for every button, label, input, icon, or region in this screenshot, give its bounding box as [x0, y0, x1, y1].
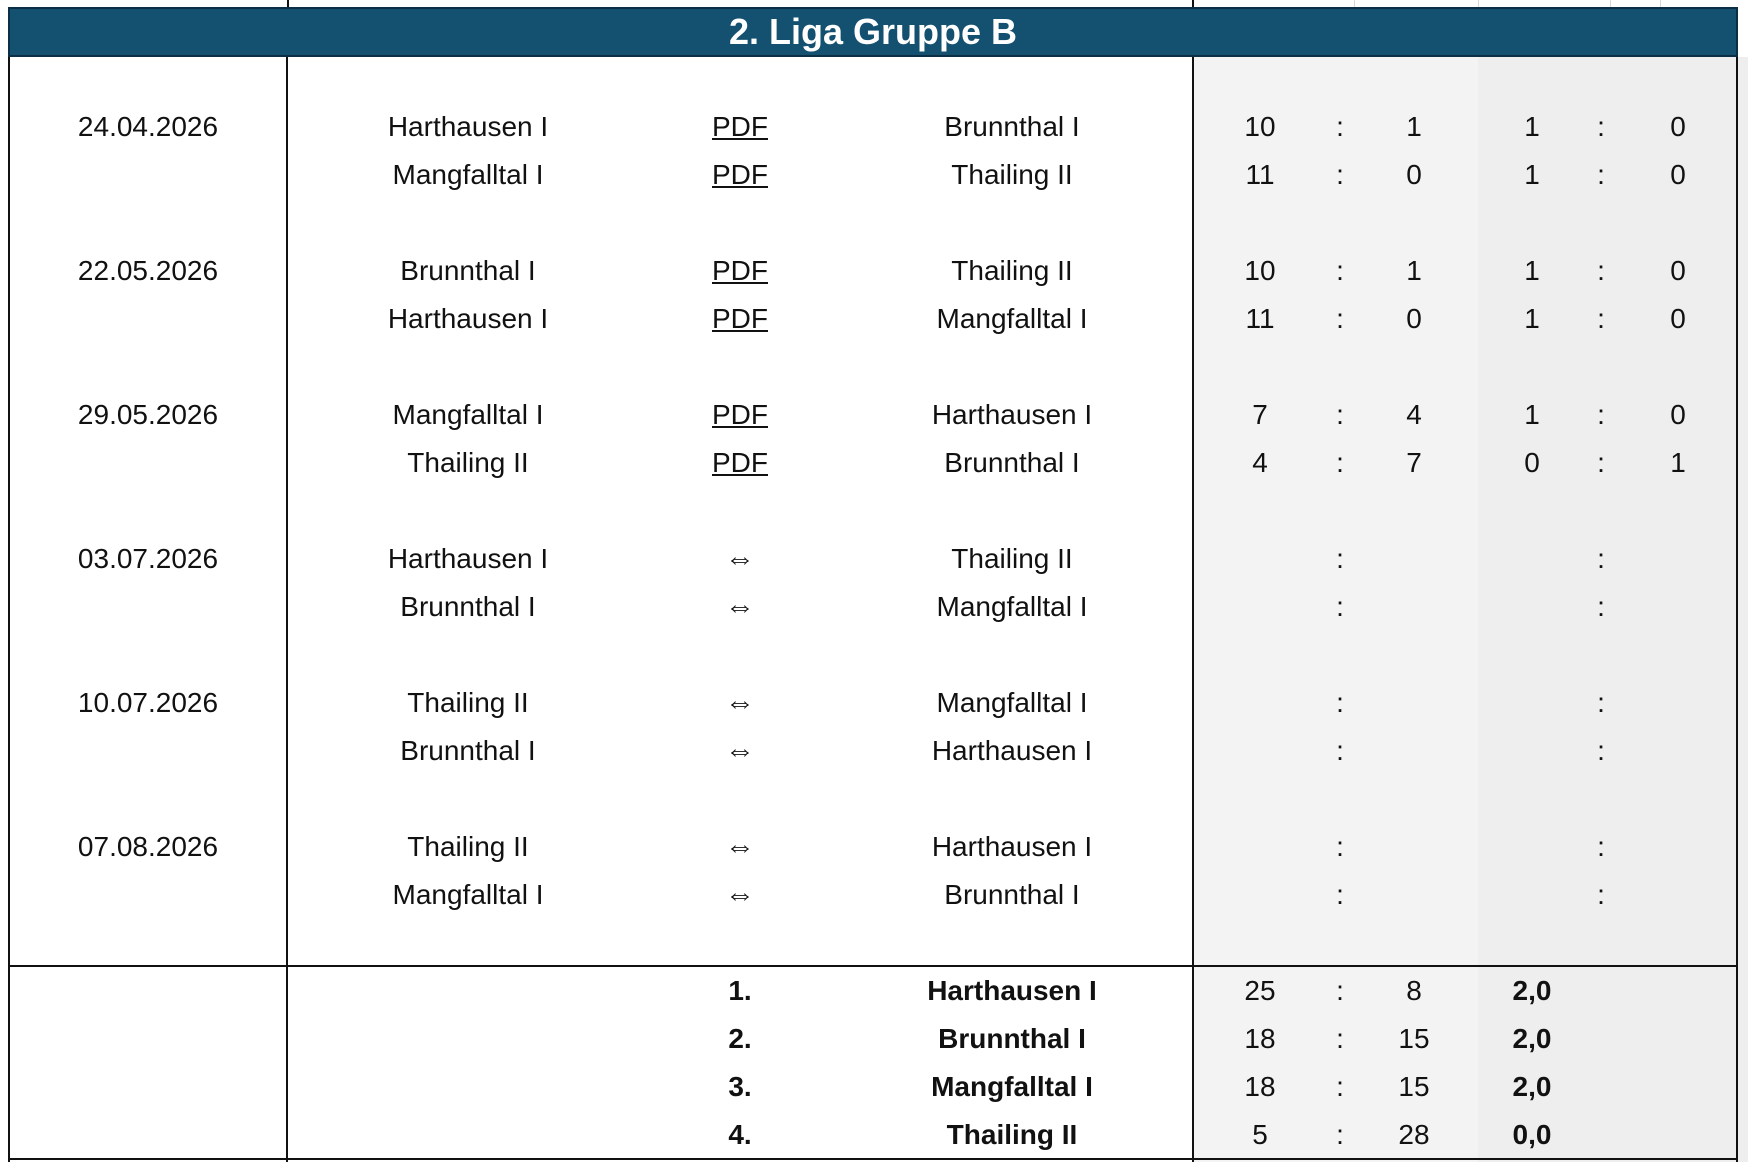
standing-goals-for: 18	[1244, 1023, 1276, 1054]
standing-separator: :	[1336, 1071, 1344, 1102]
away-points: 0	[1670, 399, 1686, 430]
pending-match-icon: ⇔	[725, 686, 755, 719]
away-score: 1	[1406, 111, 1422, 142]
home-score: 11	[1245, 303, 1275, 334]
home-team: Brunnthal I	[400, 735, 536, 766]
home-points: 1	[1524, 399, 1540, 430]
home-score: 10	[1244, 255, 1276, 286]
away-points: 0	[1670, 159, 1686, 190]
away-team: Thailing II	[951, 543, 1073, 574]
standing-points: 2,0	[1512, 1023, 1552, 1054]
points-separator: :	[1597, 303, 1605, 334]
score-separator: :	[1336, 735, 1344, 766]
home-points: 1	[1524, 303, 1540, 334]
away-team: Brunnthal I	[944, 447, 1080, 478]
top-divider	[1192, 0, 1194, 7]
standing-team: Brunnthal I	[938, 1023, 1086, 1054]
away-team: Mangfalltal I	[936, 303, 1088, 334]
home-points: 1	[1524, 111, 1540, 142]
home-team: Mangfalltal I	[392, 879, 544, 910]
standing-points: 0,0	[1512, 1119, 1552, 1150]
away-team: Harthausen I	[931, 831, 1093, 862]
home-points: 1	[1524, 255, 1540, 286]
standing-rank: 2.	[728, 1023, 752, 1054]
away-points: 1	[1670, 447, 1686, 478]
score-separator: :	[1336, 687, 1344, 718]
grid-bottom-border	[8, 1158, 1738, 1160]
grid-left-border	[8, 57, 10, 1162]
away-points: 0	[1670, 303, 1686, 334]
away-points: 0	[1670, 255, 1686, 286]
home-score: 7	[1252, 399, 1268, 430]
standing-goals-against: 15	[1398, 1071, 1430, 1102]
top-divider	[1478, 0, 1479, 7]
home-points: 0	[1524, 447, 1540, 478]
standing-goals-against: 28	[1398, 1119, 1430, 1150]
home-team: Harthausen I	[387, 543, 549, 574]
points-separator: :	[1597, 111, 1605, 142]
pdf-link[interactable]: PDF	[712, 255, 768, 286]
home-team: Mangfalltal I	[392, 399, 544, 430]
standing-separator: :	[1336, 1023, 1344, 1054]
grid-right-border	[1736, 57, 1738, 1162]
points-separator: :	[1597, 687, 1605, 718]
pending-match-icon: ⇔	[725, 734, 755, 767]
round-date: 03.07.2026	[77, 543, 219, 574]
points-separator: :	[1597, 399, 1605, 430]
home-team: Mangfalltal I	[392, 159, 544, 190]
score-separator: :	[1336, 255, 1344, 286]
points-separator: :	[1597, 591, 1605, 622]
standing-rank: 3.	[728, 1071, 752, 1102]
grid-divider-date	[286, 57, 288, 1162]
round-date: 07.08.2026	[77, 831, 219, 862]
home-team: Harthausen I	[387, 111, 549, 142]
home-team: Brunnthal I	[400, 255, 536, 286]
round-date: 24.04.2026	[77, 111, 219, 142]
score-separator: :	[1336, 543, 1344, 574]
away-team: Thailing II	[951, 255, 1073, 286]
away-team: Mangfalltal I	[936, 687, 1088, 718]
league-title: 2. Liga Gruppe B	[728, 11, 1018, 52]
home-team: Harthausen I	[387, 303, 549, 334]
standing-rank: 1.	[728, 975, 752, 1006]
pending-match-icon: ⇔	[725, 878, 755, 911]
away-team: Brunnthal I	[944, 111, 1080, 142]
home-team: Brunnthal I	[400, 591, 536, 622]
top-divider	[287, 0, 289, 7]
away-team: Brunnthal I	[944, 879, 1080, 910]
standing-points: 2,0	[1512, 1071, 1552, 1102]
standing-separator: :	[1336, 1119, 1344, 1150]
standing-points: 2,0	[1512, 975, 1552, 1006]
points-separator: :	[1597, 543, 1605, 574]
points-separator: :	[1597, 255, 1605, 286]
standing-team: Thailing II	[946, 1119, 1078, 1150]
home-team: Thailing II	[407, 831, 529, 862]
away-score: 1	[1406, 255, 1422, 286]
away-team: Harthausen I	[931, 735, 1093, 766]
standings-divider	[8, 965, 1738, 967]
pdf-link[interactable]: PDF	[712, 111, 768, 142]
away-team: Mangfalltal I	[936, 591, 1088, 622]
standing-goals-for: 25	[1244, 975, 1276, 1006]
standing-goals-for: 18	[1244, 1071, 1276, 1102]
standing-team: Harthausen I	[927, 975, 1097, 1006]
top-divider	[1660, 0, 1661, 7]
home-points: 1	[1524, 159, 1540, 190]
league-header	[8, 7, 1738, 57]
standing-goals-against: 8	[1406, 975, 1422, 1006]
points-separator: :	[1597, 831, 1605, 862]
away-team: Harthausen I	[931, 399, 1093, 430]
grid-divider-scores	[1192, 57, 1194, 1162]
pending-match-icon: ⇔	[725, 542, 755, 575]
home-team: Thailing II	[407, 447, 529, 478]
score-separator: :	[1336, 447, 1344, 478]
points-separator: :	[1597, 159, 1605, 190]
away-score: 0	[1406, 303, 1422, 334]
pdf-link[interactable]: PDF	[712, 159, 768, 190]
pending-match-icon: ⇔	[725, 830, 755, 863]
standing-goals-against: 15	[1398, 1023, 1430, 1054]
top-divider	[1354, 0, 1355, 7]
pdf-link[interactable]: PDF	[712, 447, 768, 478]
away-points: 0	[1670, 111, 1686, 142]
round-date: 10.07.2026	[77, 687, 219, 718]
round-date: 22.05.2026	[77, 255, 219, 286]
away-team: Thailing II	[951, 159, 1073, 190]
pdf-link[interactable]: PDF	[712, 303, 768, 334]
score-separator: :	[1336, 591, 1344, 622]
points-separator: :	[1597, 447, 1605, 478]
score-separator: :	[1336, 399, 1344, 430]
home-score: 11	[1245, 159, 1275, 190]
away-score: 4	[1406, 399, 1422, 430]
round-date: 29.05.2026	[77, 399, 219, 430]
away-score: 7	[1406, 447, 1422, 478]
points-separator: :	[1597, 879, 1605, 910]
top-divider	[1610, 0, 1611, 7]
standing-team: Mangfalltal I	[931, 1071, 1093, 1102]
home-score: 4	[1252, 447, 1268, 478]
home-score: 10	[1244, 111, 1276, 142]
away-score: 0	[1406, 159, 1422, 190]
score-separator: :	[1336, 111, 1344, 142]
score-separator: :	[1336, 303, 1344, 334]
score-separator: :	[1336, 159, 1344, 190]
standing-rank: 4.	[728, 1119, 752, 1150]
points-separator: :	[1597, 735, 1605, 766]
score-separator: :	[1336, 879, 1344, 910]
pending-match-icon: ⇔	[725, 590, 755, 623]
standing-separator: :	[1336, 975, 1344, 1006]
score-separator: :	[1336, 831, 1344, 862]
pdf-link[interactable]: PDF	[712, 399, 768, 430]
home-team: Thailing II	[407, 687, 529, 718]
standing-goals-for: 5	[1252, 1119, 1268, 1150]
